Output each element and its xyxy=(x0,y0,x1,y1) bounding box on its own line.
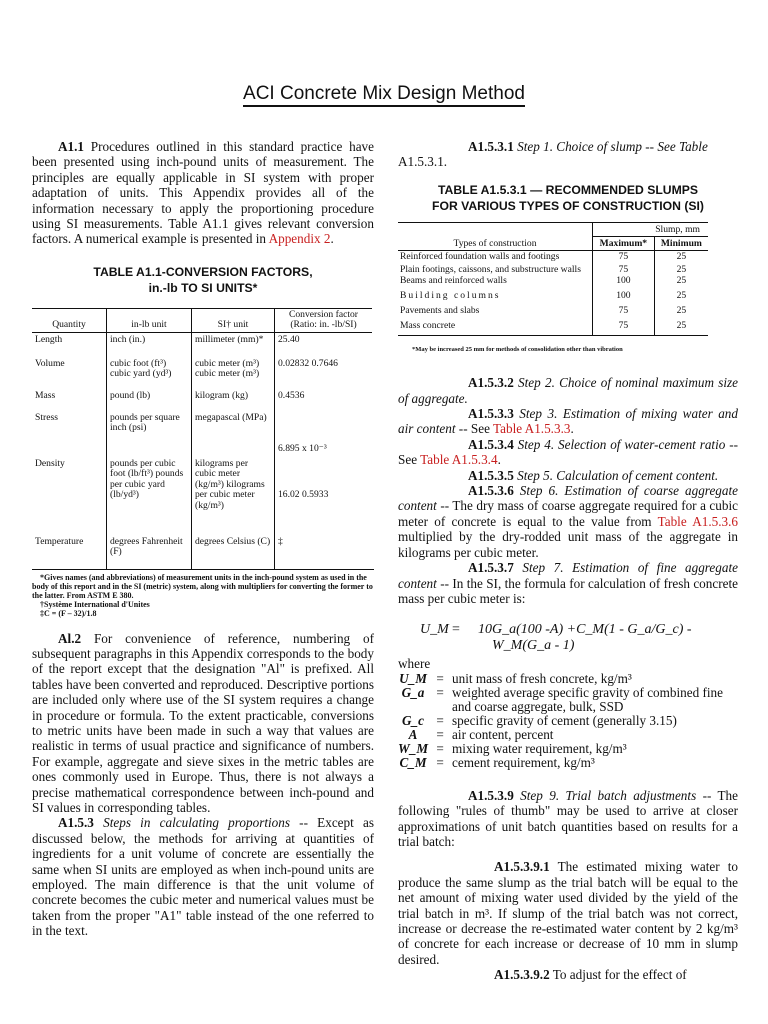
list-item: G_c = specific gravity of cement (generally 3.15) xyxy=(402,712,677,728)
table-row: Pavements and slabs 75 25 xyxy=(398,305,708,320)
conversion-table-footnote: *Gives names (and abbreviations) of measurement units in the inch-pound system as used in the body of this report and in the SI (metric) system, along with multipliers for converting the former to the latter. From ASTM E 380. †Système International d'Unites ‡C = (F – 32)/1.8 xyxy=(32,569,374,619)
conversion-table xyxy=(32,308,372,569)
mass-formula: U_M = 10G_a(100 -A) +C_M(1 - G_a/G_c) - W_M(G_a - 1) xyxy=(420,622,692,654)
page-title: ACI Concrete Mix Design Method xyxy=(0,83,768,105)
table-row: Reinforced foundation walls and footings 75 25 xyxy=(398,250,708,264)
slump-table-footnote: *May be increased 25 mm for methods of consolidation other than vibration xyxy=(412,345,623,353)
table-row: Stress pounds per square inch (psi) megapascal (MPa) 6.895 x 10⁻³ xyxy=(32,411,372,457)
slump-table-header: Types of construction Maximum* Minimum xyxy=(398,236,708,250)
slump-group-header: Slump, mm xyxy=(593,222,709,236)
right-column xyxy=(398,139,738,983)
conversion-table-header: Quantity in-lb unit SI† unit Conversion factor (Ratio: in. -lb/SI) xyxy=(32,308,372,332)
table-row: Building columns 100 25 xyxy=(398,290,708,305)
step-2: A1.5.3.2 Step 2. Choice of nominal maximum size of aggregate. xyxy=(398,375,738,406)
list-item: A = air content, percent xyxy=(408,726,554,742)
slump-table xyxy=(398,222,708,336)
table-row: Length inch (in.) millimeter (mm)* 25.40 xyxy=(32,333,372,357)
list-item: W_M = mixing water requirement, kg/m³ xyxy=(398,740,627,756)
table-a1-5-3-6-link[interactable]: Table A1.5.3.6 xyxy=(657,513,738,529)
table-row: Mass concrete 75 25 xyxy=(398,320,708,335)
table-a1-5-3-4-link[interactable]: Table A1.5.3.4 xyxy=(420,452,498,468)
table-row: Density pounds per cubic foot (lb/ft³) pounds per cubic yard (lb/yd³) kilograms per cubic meter (kg/m³) kilograms per cubic meter (kg/m³) 16.02 0.5933 xyxy=(32,457,372,535)
paragraph-a1-1: A1.1 Procedures outlined in this standard practice have been presented using inch-pound units of measurement. The principles are equally applicable in SI system with proper adaptation of units. This Appendix provides all of the information necessary to apply the proportioning procedure using SI measurements. Table A1.1 gives relevant conversion factors. A numerical example is presented in Appendix 2. xyxy=(32,139,374,247)
table-row: Plain footings, caissons, and substructure walls 75 25 xyxy=(398,264,708,275)
table-row: Beams and reinforced walls 100 25 xyxy=(398,275,708,290)
table-a1-5-3-3-link[interactable]: Table A1.5.3.3 xyxy=(493,421,571,437)
step-1: A1.5.3.1 Step 1. Choice of slump -- See Table A1.5.3.1. xyxy=(398,139,708,170)
left-column xyxy=(32,139,374,939)
step-3: A1.5.3.3 Step 3. Estimation of mixing water and air content -- See Table A1.5.3.3. xyxy=(398,406,738,437)
where-label: where xyxy=(398,656,431,672)
step-4: A1.5.3.4 Step 4. Selection of water-cement ratio -- See Table A1.5.3.4. xyxy=(398,436,738,468)
table-row: Mass pound (lb) kilogram (kg) 0.4536 xyxy=(32,389,372,411)
paragraph-a1-2: Al.2 For convenience of reference, numbering of subsequent paragraphs in this Appendix corresponds to the body of the report except that the designation "Al" is prefixed. All tables have been converted and reproduced. Descriptive portions are included only where use of the SI system requires a change in procedure or formula. To the extent practicable, conversions to metric units have been made in such a way that values are realistic in terms of usual practice and significance of numbers. For example, aggregate and sieve sixes in the metric tables are ones commonly used in Europe. Thus, there is not always a precise mathematical correspondence between inch-pound and SI values in corresponding tables. xyxy=(32,630,374,816)
step-6: A1.5.3.6 Step 6. Estimation of coarse aggregate content -- The dry mass of coarse aggregate required for a cubic meter of concrete is equal to the value from Table A1.5.3.6 multiplied by the dry-rodded unit mass of the aggregate in kilograms per cubic meter. xyxy=(398,483,738,560)
slump-table-title: TABLE A1.5.3.1 — RECOMMENDED SLUMPS FOR VARIOUS TYPES OF CONSTRUCTION (SI) xyxy=(432,182,704,213)
list-item: C_M = cement requirement, kg/m³ xyxy=(399,754,595,770)
symbol-definitions xyxy=(398,672,738,770)
step-9-2: A1.5.3.9.2 To adjust for the effect of xyxy=(494,967,687,983)
conversion-table-title: TABLE A1.1-CONVERSION FACTORS, in.-lb TO SI UNITS* xyxy=(93,264,313,295)
step-9: A1.5.3.9 Step 9. Trial batch adjustments -- The following "rules of thumb" may be used to arrive at closer approximations of unit batch quantities based on results for a trial batch: xyxy=(398,787,738,849)
step-7: A1.5.3.7 Step 7. Estimation of fine aggregate content -- In the SI, the formula for calculation of fresh concrete mass per cubic meter is: xyxy=(398,560,738,606)
table-row: Volume cubic foot (ft³) cubic yard (yd³) cubic meter (m³) cubic meter (m³) 0.02832 0.7646 xyxy=(32,357,372,389)
table-row: Temperature degrees Fahrenheit (F) degrees Celsius (C) ‡ xyxy=(32,535,372,569)
list-item: G_a = weighted average specific gravity of combined fine and coarse aggregate, bulk, SSD xyxy=(401,684,724,714)
paragraph-a1-5-3: A1.5.3 Steps in calculating proportions -- Except as discussed below, the methods for arriving at quantities of ingredients for a unit volume of concrete are essentially the same when SI units are employed as when inch-pound units are employed. The main difference is that the unit volume of concrete becomes the cubic meter and numerical values must be taken from the proper "A1" table instead of the one referred to in the text. xyxy=(32,815,374,939)
list-item: U_M = unit mass of fresh concrete, kg/m³ xyxy=(399,670,632,686)
step-9-1: A1.5.3.9.1 The estimated mixing water to produce the same slump as the trial batch will be equal to the net amount of mixing water used divided by the yield of the trial batch in m³. If slump of the trial batch was not correct, increase or decrease the re-estimated water content by 2 kg/m³ of concrete for each increase or decrease of 10 mm in slump desired. xyxy=(398,859,738,967)
appendix-2-link[interactable]: Appendix 2 xyxy=(268,231,331,247)
step-5: A1.5.3.5 Step 5. Calculation of cement content. xyxy=(468,467,719,483)
